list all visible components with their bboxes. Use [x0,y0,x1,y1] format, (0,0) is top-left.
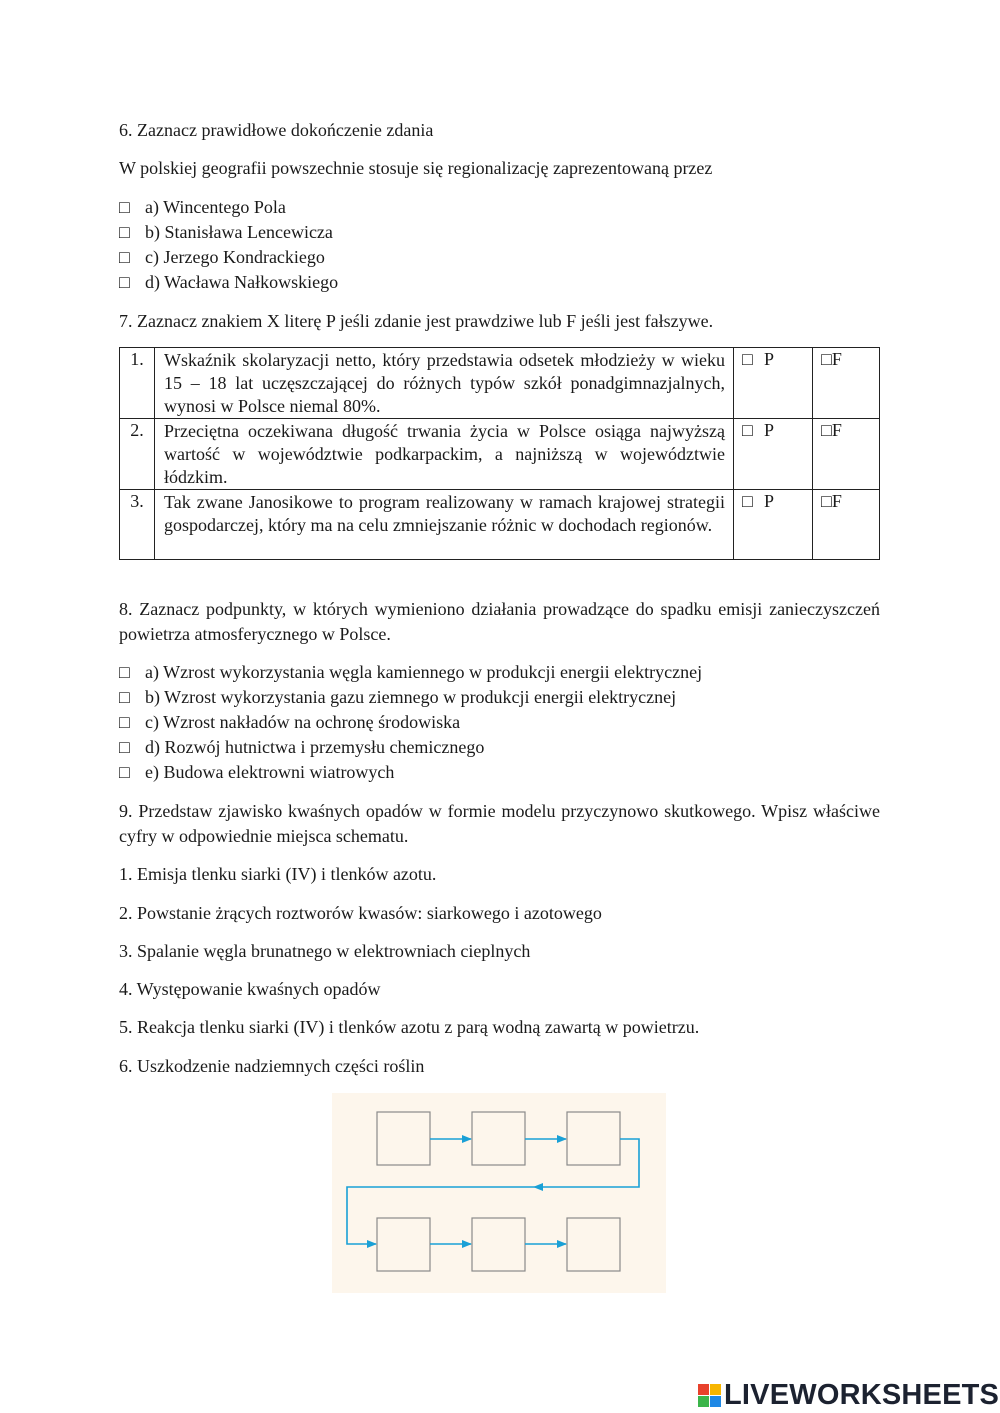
q9-item-2: 2. Powstanie żrących roztworów kwasów: siarkowego i azotowego [119,903,602,923]
cause-effect-diagram [332,1093,666,1293]
logo-square-green [698,1396,709,1407]
option-label: b) Stanisława Lencewicza [145,222,333,242]
true-label: P [764,349,775,369]
false-label: F [831,420,842,440]
checkbox[interactable]: □ [119,762,130,782]
q8-option-a[interactable] [119,661,702,683]
logo-square-red [698,1384,709,1395]
q6-stem: W polskiej geografii powszechnie stosuje się regionalizację zaprezentowaną przez [119,158,713,178]
q9-item-5: 5. Reakcja tlenku siarki (IV) i tlenków azotu z parą wodną zawartą w powietrzu. [119,1017,700,1037]
logo-square-yellow [710,1384,721,1395]
q7-title: 7. Zaznacz znakiem X literę P jeśli zdanie jest prawdziwe lub F jeśli jest fałszywe. [119,311,714,331]
answer-true[interactable] [734,490,813,560]
q6-option-b[interactable] [119,221,333,243]
q8-option-c[interactable] [119,711,460,733]
row-number: 2. [120,419,155,490]
checkbox[interactable]: □ [119,662,130,682]
checkbox[interactable]: □ [119,222,130,242]
statement-text: Tak zwane Janosikowe to program realizowany w ramach krajowej strategii gospodarczej, który ma na celu zmniejszanie różnic w dochodach regionów. [155,490,734,560]
row-number: 1. [120,348,155,419]
checkbox[interactable]: □ [742,491,753,511]
answer-box-4[interactable] [377,1218,430,1271]
answer-false[interactable] [813,419,880,490]
logo-squares-icon [698,1384,721,1407]
row-number: 3. [120,490,155,560]
statement-text: Przeciętna oczekiwana długość trwania życia w Polsce osiąga najwyższą wartość w województwie podkarpackim, a najniższą w województwie łódzkim. [155,419,734,490]
answer-true[interactable] [734,348,813,419]
checkbox[interactable]: □ [742,420,753,440]
q9-item-1: 1. Emisja tlenku siarki (IV) i tlenków azotu. [119,864,437,884]
table-row [120,419,880,490]
liveworksheets-logo [698,1380,999,1410]
checkbox[interactable]: □ [821,349,832,369]
answer-false[interactable] [813,490,880,560]
checkbox[interactable]: □ [119,712,130,732]
diagram-svg [332,1093,666,1293]
table-row [120,490,880,560]
option-label: c) Jerzego Kondrackiego [145,247,325,267]
checkbox[interactable]: □ [119,247,130,267]
q9-item-4: 4. Występowanie kwaśnych opadów [119,979,381,999]
q6-option-c[interactable] [119,246,325,268]
q6-option-d[interactable] [119,271,338,293]
answer-false[interactable] [813,348,880,419]
false-label: F [831,349,842,369]
q8-option-d[interactable] [119,736,484,758]
answer-box-1[interactable] [377,1112,430,1165]
q6-title: 6. Zaznacz prawidłowe dokończenie zdania [119,120,434,140]
answer-true[interactable] [734,419,813,490]
statement-text: Wskaźnik skolaryzacji netto, który przedstawia odsetek młodzieży w wieku 15 – 18 lat uczęszczającej do różnych typów szkół ponadgimnazjalnych, wynosi w Polsce niemal 80%. [155,348,734,419]
checkbox[interactable]: □ [821,420,832,440]
answer-box-5[interactable] [472,1218,525,1271]
option-label: a) Wzrost wykorzystania węgla kamiennego w produkcji energii elektrycznej [145,662,703,682]
option-label: d) Wacława Nałkowskiego [145,272,339,292]
option-label: c) Wzrost nakładów na ochronę środowiska [145,712,461,732]
false-label: F [831,491,842,511]
checkbox[interactable]: □ [119,197,130,217]
q9-item-6: 6. Uszkodzenie nadziemnych części roślin [119,1056,425,1076]
option-label: d) Rozwój hutnictwa i przemysłu chemicznego [145,737,485,757]
checkbox[interactable]: □ [742,349,753,369]
answer-box-6[interactable] [567,1218,620,1271]
answer-box-3[interactable] [567,1112,620,1165]
checkbox[interactable]: □ [119,687,130,707]
q6-option-a[interactable] [119,196,286,218]
q9-item-3: 3. Spalanie węgla brunatnego w elektrowniach cieplnych [119,941,531,961]
logo-square-blue [710,1396,721,1407]
option-label: b) Wzrost wykorzystania gazu ziemnego w produkcji energii elektrycznej [145,687,677,707]
checkbox[interactable]: □ [119,737,130,757]
q8-title: 8. Zaznacz podpunkty, w których wymieniono działania prowadzące do spadku emisji zanieczyszczeń powietrza atmosferycznego w Polsce. [119,599,880,644]
true-label: P [764,420,775,440]
option-label: e) Budowa elektrowni wiatrowych [145,762,395,782]
q8-option-b[interactable] [119,686,676,708]
q9-title: 9. Przedstaw zjawisko kwaśnych opadów w formie modelu przyczynowo skutkowego. Wpisz właściwe cyfry w odpowiednie miejsca schematu. [119,801,880,846]
brand-name: LIVEWORKSHEETS [724,1378,1000,1411]
answer-box-2[interactable] [472,1112,525,1165]
option-label: a) Wincentego Pola [145,197,286,217]
checkbox[interactable]: □ [119,272,130,292]
table-row [120,348,880,419]
checkbox[interactable]: □ [821,491,832,511]
true-label: P [764,491,775,511]
q8-option-e[interactable] [119,761,394,783]
true-false-table [119,347,880,560]
